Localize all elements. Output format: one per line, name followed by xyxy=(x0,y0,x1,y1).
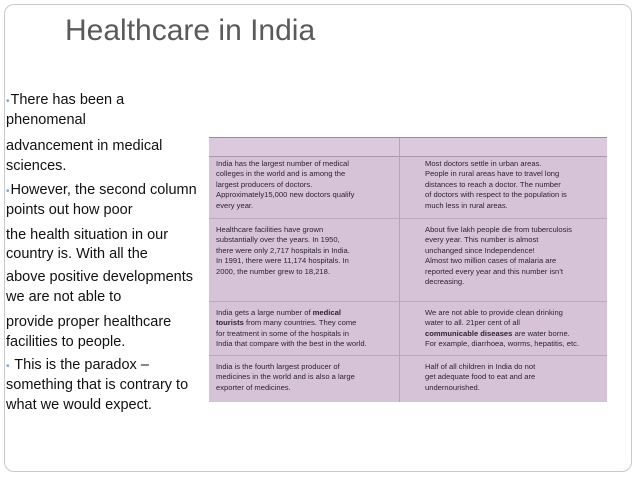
cell-line: reported every year and this number isn’t xyxy=(425,266,564,276)
text-line: something that is contrary to xyxy=(6,377,189,393)
cell-line: there were only 2,717 hospitals in India. xyxy=(216,245,350,255)
cell-line: We are not able to provide clean drinking xyxy=(425,308,563,317)
text-line xyxy=(6,355,149,377)
cell-line: In 1991, there were 11,174 hospitals. In xyxy=(216,256,349,266)
slide-title: Healthcare in India xyxy=(65,14,316,47)
cell-line: Healthcare facilities have grown xyxy=(216,225,324,234)
cell-text: are water borne. xyxy=(512,328,570,338)
table-header-row xyxy=(209,138,607,157)
cell-line: People in rural areas have to travel long xyxy=(425,169,560,179)
comparison-table xyxy=(209,137,607,402)
table-cell-right xyxy=(425,308,603,350)
cell-line: unchanged since Independence! xyxy=(425,245,535,255)
cell-line: Half of all children in India do not xyxy=(425,362,536,371)
text-line xyxy=(6,180,197,202)
table-cell-right xyxy=(425,362,603,393)
cell-line: every year. This number is almost xyxy=(425,235,539,245)
table-cell-left xyxy=(216,362,394,393)
text-line xyxy=(6,90,124,112)
cell-line xyxy=(425,329,603,339)
slide-text-column xyxy=(6,90,210,420)
table-cell-left xyxy=(216,159,394,211)
cell-text: from many countries. They come xyxy=(243,318,357,328)
bullet-icon: • xyxy=(6,96,10,107)
cell-line: for treatment in some of the hospitals in xyxy=(216,328,349,338)
cell-line: Approximately15,000 new doctors qualify xyxy=(216,190,355,200)
table-cell-right xyxy=(425,225,603,287)
cell-line: India has the largest number of medical xyxy=(216,159,349,168)
cell-line: get adequate food to eat and are xyxy=(425,372,536,382)
cell-line: India is the fourth largest producer of xyxy=(216,362,340,371)
text-line: the health situation in our xyxy=(6,227,169,243)
cell-line: substantially over the years. In 1950, xyxy=(216,235,340,245)
cell-line xyxy=(216,308,394,318)
text-line: advancement in medical xyxy=(6,138,163,154)
table-cell-right xyxy=(425,159,603,211)
cell-line: About five lakh people die from tuberculosis xyxy=(425,225,572,234)
table-cell-left xyxy=(216,308,394,350)
cell-bold-text: tourists xyxy=(216,318,244,328)
cell-line: much less in rural areas. xyxy=(425,200,508,210)
cell-line: distances to reach a doctor. The number xyxy=(425,179,561,189)
cell-line: India that compare with the best in the world. xyxy=(216,339,367,349)
text-line-content: This is the paradox – xyxy=(10,357,149,373)
text-line: points out how poor xyxy=(6,202,133,218)
cell-line: water to all. 21per cent of all xyxy=(425,318,520,328)
text-line: above positive developments xyxy=(6,269,194,285)
text-line: phenomenal xyxy=(6,112,86,128)
row-divider xyxy=(209,355,607,356)
bullet-icon: • xyxy=(6,361,10,372)
text-line: provide proper healthcare xyxy=(6,314,172,330)
cell-line: decreasing. xyxy=(425,277,465,287)
cell-line: Almost two million cases of malaria are xyxy=(425,256,557,266)
cell-line: colleges in the world and is among the xyxy=(216,169,346,179)
cell-line: of doctors with respect to the population is xyxy=(425,190,567,200)
cell-bold-text: communicable diseases xyxy=(425,328,513,338)
bullet-icon: • xyxy=(6,186,10,197)
text-line: what we would expect. xyxy=(6,397,152,413)
column-divider xyxy=(399,138,400,402)
cell-line xyxy=(216,318,394,328)
cell-line: 2000, the number grew to 18,218. xyxy=(216,266,330,276)
cell-line: exporter of medicines. xyxy=(216,382,291,392)
text-line: country is. With all the xyxy=(6,246,148,262)
row-divider xyxy=(209,301,607,302)
text-line: facilities to people. xyxy=(6,334,126,350)
text-line: sciences. xyxy=(6,158,67,174)
cell-text: India gets a large number of xyxy=(216,308,313,317)
text-line-content: There has been a xyxy=(10,92,125,108)
cell-line: For example, diarrhoea, worms, hepatitis, etc. xyxy=(425,339,580,349)
cell-line: every year. xyxy=(216,200,254,210)
cell-line: medicines in the world and is also a large xyxy=(216,372,355,382)
table-cell-left xyxy=(216,225,394,277)
text-line-content: However, the second column xyxy=(10,182,197,198)
cell-line: Most doctors settle in urban areas. xyxy=(425,159,542,168)
text-line: we are not able to xyxy=(6,289,122,305)
cell-line: largest producers of doctors. xyxy=(216,179,313,189)
row-divider xyxy=(209,218,607,219)
cell-bold-text: medical xyxy=(312,308,341,317)
cell-line: undernourished. xyxy=(425,382,480,392)
